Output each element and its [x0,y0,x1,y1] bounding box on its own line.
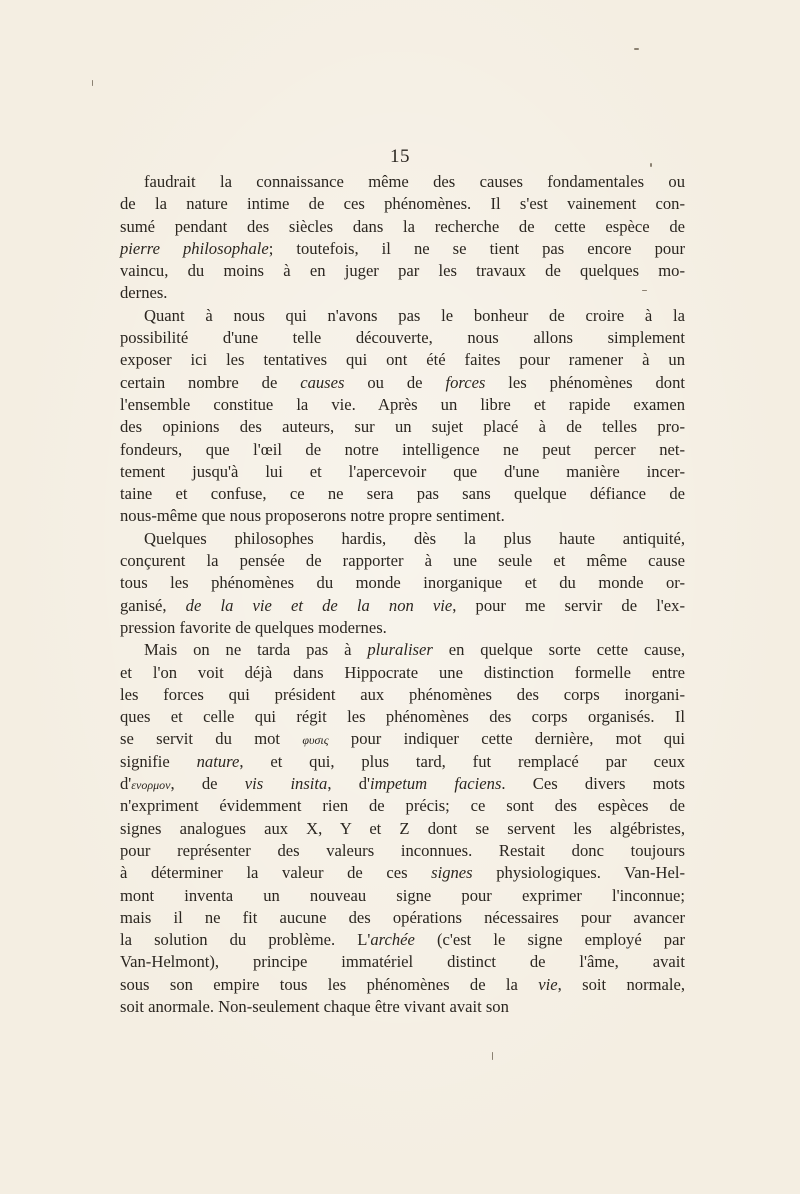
text-segment: Van-Helmont), principe immatériel distinct de l'âme, avait [120,952,685,972]
text-line [120,840,685,862]
text-segment: se servit du mot [120,729,303,749]
italic-text: causes [300,372,345,392]
text-line [120,862,685,884]
italic-text: pierre philosophale [120,238,269,258]
text-line [120,171,685,193]
text-segment: pour indiquer cette dernière, mot qui [328,729,685,749]
text-segment: n'expriment évidemment rien de précis; ce sont des espèces de [120,796,685,816]
text-line [120,795,685,817]
text-line [120,461,685,483]
text-line [120,617,685,639]
text-segment: vaincu, du moins à en juger par les travaux de quelques mo- [120,261,685,281]
italic-text: vie [538,974,558,994]
text-segment: tement jusqu'à lui et l'apercevoir que d'une manière incer- [120,461,685,481]
text-segment: exposer ici les tentatives qui ont été faites pour ramener à un [120,350,685,370]
text-segment: conçurent la pensée de rapporter à une seule et même cause [120,551,685,571]
text-segment: Quelques philosophes hardis, dès la plus haute antiquité, [144,528,685,548]
text-segment: les phénomènes dont [485,372,685,392]
paper-speck [634,48,639,50]
text-segment: Mais on ne tarda pas à [144,640,368,660]
text-line [120,773,685,795]
text-line [120,951,685,973]
text-segment: possibilité d'une telle découverte, nous allons simplement [120,328,685,348]
paragraph [120,528,685,639]
text-segment: des opinions des auteurs, sur un sujet placé à de telles pro- [120,417,685,437]
italic-text: nature [196,751,240,771]
text-segment: , soit normale, [557,974,686,994]
text-segment: tous les phénomènes du monde inorganique et du monde or- [120,573,685,593]
paragraph [120,305,685,528]
paper-speck [492,1052,493,1060]
text-line [120,483,685,505]
greek-word: φυσις [302,733,329,748]
text-segment: ganisé, [120,595,186,615]
text-line [120,639,685,661]
text-segment: ; toutefois, il ne se tient pas encore pour [268,238,685,258]
paragraph [120,639,685,1018]
text-line [120,305,685,327]
text-segment: (c'est le signe employé par [414,930,685,950]
text-line [120,416,685,438]
text-line [120,684,685,706]
italic-text: pluraliser [367,640,433,660]
italic-text: archée [370,930,415,950]
text-segment: la solution du problème. L' [120,930,371,950]
text-line [120,818,685,840]
text-segment: signifie [120,751,197,771]
text-segment: mont inventa un nouveau signe pour exprimer l'inconnue; [120,885,685,905]
text-line [120,929,685,951]
text-segment: d' [120,774,132,794]
text-segment: certain nombre de [120,372,301,392]
text-segment: de la nature intime de ces phénomènes. Il s'est vainement con- [120,194,685,214]
text-line [120,193,685,215]
text-segment: dernes. [120,283,168,303]
text-segment: pour représenter des valeurs inconnues. Restait donc toujours [120,840,685,860]
text-line [120,751,685,773]
italic-text: signes [431,863,473,883]
text-segment: , de [170,774,245,794]
text-segment: Quant à nous qui n'avons pas le bonheur de croire à la [144,305,685,325]
text-segment: sous son empire tous les phénomènes de la [120,974,539,994]
text-segment: et l'on voit déjà dans Hippocrate une distinction formelle entre [120,662,685,682]
text-segment: les forces qui président aux phénomènes des corps inorgani- [120,684,685,704]
text-segment: fondeurs, que l'œil de notre intelligence ne peut percer net- [120,439,685,459]
paper-speck [92,80,93,86]
text-segment: sumé pendant des siècles dans la recherche de cette espèce de [120,216,685,236]
italic-text: vis insita [244,774,328,794]
greek-word: ενορμον [131,778,171,793]
text-line [120,706,685,728]
text-segment: en quelque sorte cette cause, [432,640,685,660]
text-line [120,996,685,1018]
italic-text: forces [445,372,486,392]
text-line [120,372,685,394]
body-text [120,171,685,1018]
text-line [120,216,685,238]
text-line [120,595,685,617]
text-line [120,728,685,750]
text-segment: l'ensemble constitue la vie. Après un libre et rapide examen [120,394,685,414]
text-segment: taine et confuse, ce ne sera pas sans quelque défiance de [120,484,685,504]
text-line [120,550,685,572]
text-line [120,439,685,461]
text-line [120,528,685,550]
text-segment: , et qui, plus tard, fut remplacé par ceux [239,751,685,771]
text-line [120,974,685,996]
text-segment: nous-même que nous proposerons notre propre sentiment. [120,506,505,526]
text-line [120,572,685,594]
text-line [120,349,685,371]
text-segment: soit anormale. Non-seulement chaque être vivant avait son [120,996,509,1016]
text-segment: mais il ne fit aucune des opérations nécessaires pour avancer [120,907,685,927]
text-segment: , pour me servir de l'ex- [452,595,685,615]
text-segment: physiologiques. Van-Hel- [472,863,685,883]
italic-text: de la vie et de la non vie [185,595,453,615]
text-segment: . Ces divers mots [501,774,685,794]
text-segment: signes analogues aux X, Y et Z dont se servent les algébristes, [120,818,685,838]
text-line [120,260,685,282]
text-segment: , d' [327,774,371,794]
text-line [120,282,685,304]
paragraph [120,171,685,305]
text-segment: à déterminer la valeur de ces [120,863,432,883]
text-line [120,394,685,416]
page-number: 15 [390,146,410,167]
italic-text: impetum faciens [370,774,502,794]
text-segment: faudrait la connaissance même des causes fondamentales ou [144,172,685,191]
text-segment: ques et celle qui régit les phénomènes des corps organisés. Il [120,707,685,727]
text-segment: ou de [344,372,446,392]
text-line [120,327,685,349]
text-line [120,907,685,929]
text-line [120,505,685,527]
text-segment: pression favorite de quelques modernes. [120,617,387,637]
text-line [120,885,685,907]
text-line [120,662,685,684]
text-line [120,238,685,260]
